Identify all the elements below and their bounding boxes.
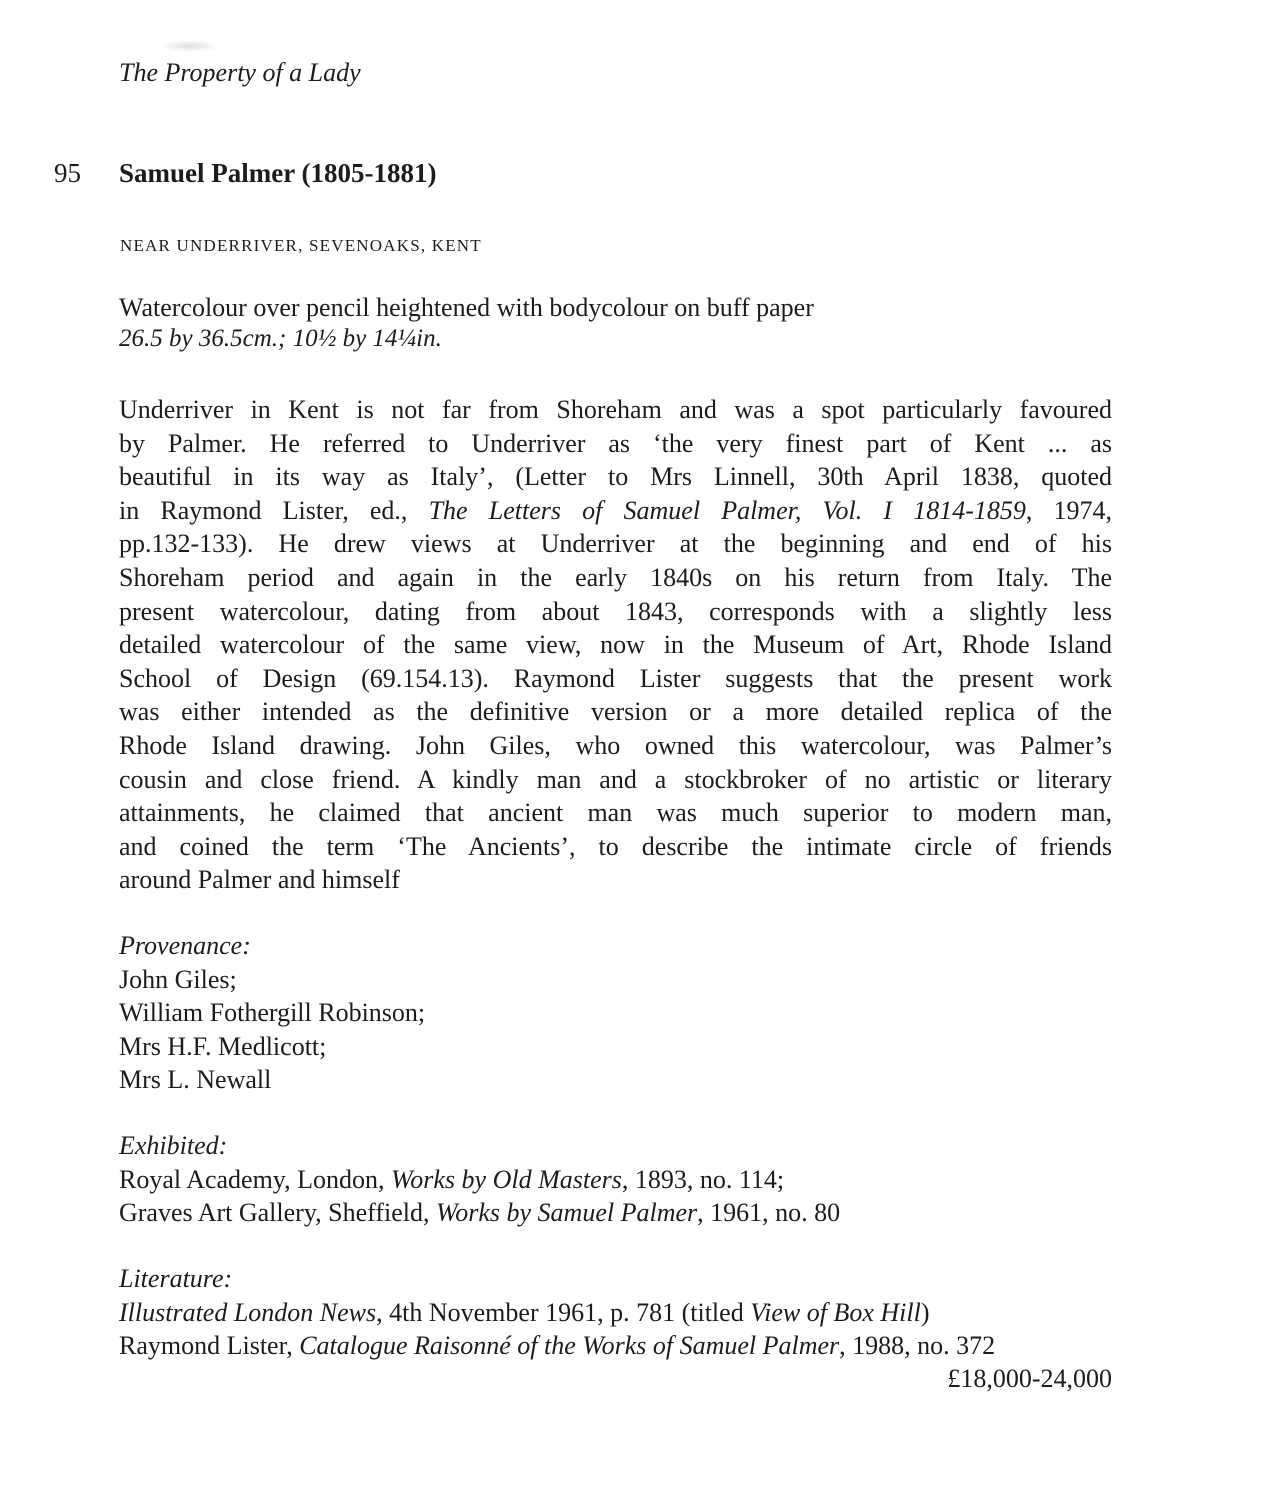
literature-alt-title: View of Box Hill (750, 1297, 921, 1327)
estimate-price: £18,000-24,000 (947, 1364, 1112, 1393)
exhibition-title: Works by Old Masters (390, 1164, 622, 1194)
essay-text: in Raymond Lister, ed., (119, 495, 429, 525)
literature-entry (119, 1296, 995, 1330)
essay-line: pp.132-133). He drew views at Underriver at the beginning and end of his (119, 529, 1112, 559)
artist-name: Samuel Palmer (1805-1881) (119, 158, 437, 188)
exhibited-heading: Exhibited: (119, 1131, 228, 1160)
catalogue-essay (119, 393, 1112, 897)
essay-line: around Palmer and himself (119, 865, 400, 895)
essay-text: , 1974, (1025, 495, 1113, 525)
essay-citation-title: The Letters of Samuel Palmer, Vol. I 1814-1859 (428, 495, 1026, 525)
exhibited-section (119, 1129, 840, 1230)
literature-details: , 4th November 1961, p. 781 (titled (376, 1297, 751, 1327)
exhibition-entry (119, 1163, 840, 1197)
exhibition-venue: Graves Art Gallery, Sheffield, (119, 1198, 436, 1228)
essay-line: Underriver in Kent is not far from Shoreham and was a spot particularly favoured (119, 395, 1112, 424)
medium-description: Watercolour over pencil heightened with bodycolour on buff paper (119, 293, 814, 322)
literature-section (119, 1262, 995, 1363)
essay-line: detailed watercolour of the same view, now in the Museum of Art, Rhode Island (119, 630, 1112, 660)
literature-details: ) (920, 1297, 930, 1327)
essay-line (119, 494, 1112, 528)
essay-line: and coined the term ‘The Ancients’, to describe the intimate circle of friends (119, 831, 1112, 861)
essay-line: by Palmer. He referred to Underriver as ‘the very finest part of Kent ... as (119, 428, 1112, 458)
exhibition-details: , 1961, no. 80 (697, 1198, 841, 1228)
essay-line: attainments, he claimed that ancient man was much superior to modern man, (119, 798, 1112, 828)
essay-line: beautiful in its way as Italy’, (Letter to Mrs Linnell, 30th April 1838, quoted (119, 462, 1112, 492)
essay-line: School of Design (69.154.13). Raymond Lister suggests that the present work (119, 663, 1112, 693)
essay-line: cousin and close friend. A kindly man and a stockbroker of no artistic or literary (119, 764, 1112, 794)
exhibition-title: Works by Samuel Palmer (435, 1198, 698, 1228)
lot-number: 95 (54, 158, 81, 188)
literature-title: Illustrated London News (119, 1297, 377, 1327)
provenance-heading: Provenance: (119, 931, 251, 960)
provenance-item: Mrs L. Newall (119, 1065, 272, 1095)
literature-entry (119, 1329, 995, 1363)
essay-line: Rhode Island drawing. John Giles, who owned this watercolour, was Palmer’s (119, 730, 1112, 760)
literature-details: , 1988, no. 372 (839, 1331, 996, 1361)
provenance-item: William Fothergill Robinson; (119, 998, 426, 1028)
scan-smudge (160, 40, 220, 52)
exhibition-entry (119, 1196, 840, 1230)
sale-section-heading: The Property of a Lady (119, 58, 361, 87)
literature-heading: Literature: (119, 1264, 233, 1293)
essay-line: Shoreham period and again in the early 1840s on his return from Italy. The (119, 562, 1112, 592)
essay-line: present watercolour, dating from about 1843, corresponds with a slightly less (119, 596, 1112, 626)
essay-line: was either intended as the definitive version or a more detailed replica of the (119, 697, 1112, 727)
exhibition-details: , 1893, no. 114; (621, 1164, 785, 1194)
work-title: NEAR UNDERRIVER, SEVENOAKS, KENT (120, 236, 482, 255)
dimensions: 26.5 by 36.5cm.; 10½ by 14¼in. (119, 325, 442, 352)
exhibition-venue: Royal Academy, London, (119, 1164, 391, 1194)
provenance-item: John Giles; (119, 964, 237, 994)
provenance-section (119, 929, 425, 1097)
literature-author: Raymond Lister, (119, 1331, 300, 1361)
provenance-item: Mrs H.F. Medlicott; (119, 1031, 327, 1061)
literature-title: Catalogue Raisonné of the Works of Samuel Palmer (299, 1331, 840, 1361)
